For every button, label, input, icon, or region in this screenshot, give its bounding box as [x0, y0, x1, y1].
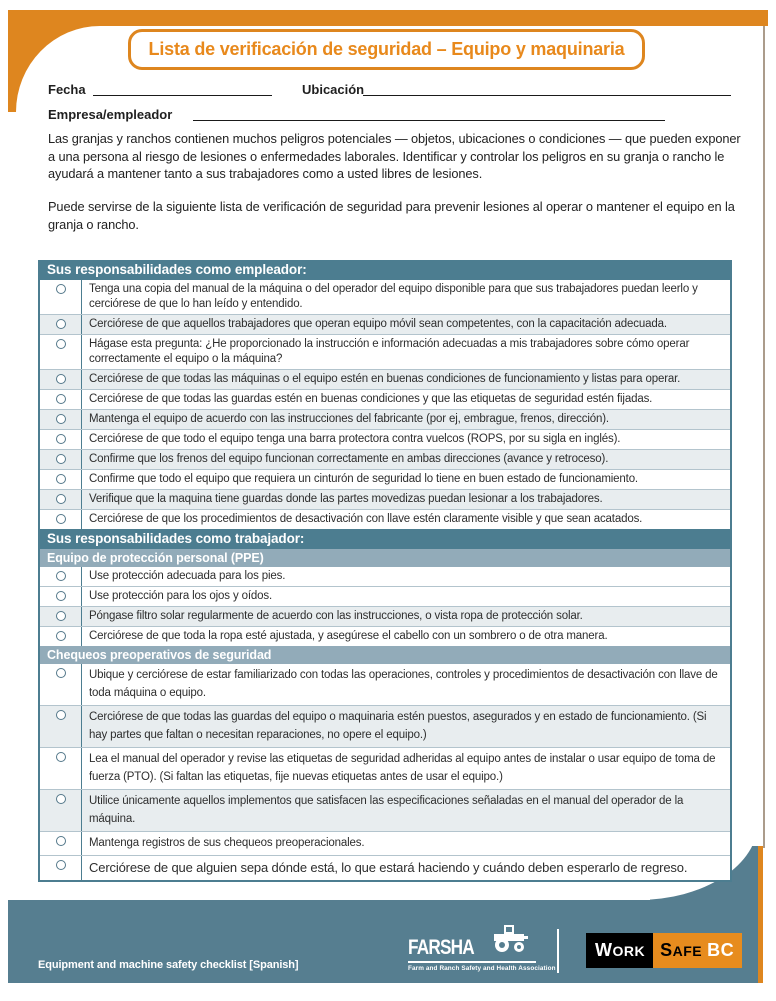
checkbox-cell	[40, 410, 82, 429]
checklist-item-text: Cerciórese de que todas las máquinas o el equipo estén en buenas condiciones de funcionamiento y listas para operar.	[89, 373, 681, 385]
checklist-item-text: Cerciórese de que todas las guardas estén en buenas condiciones y que las etiquetas de seguridad estén fijadas.	[89, 393, 653, 405]
checklist-item-text: Hágase esta pregunta: ¿He proporcionado la instrucción e información adecuadas a mis trabajadores sobre cómo operar correctamente el equipo o la máquina?	[89, 338, 690, 365]
checkbox-cell	[40, 490, 82, 509]
top-orange-band	[8, 10, 768, 26]
checkbox-cell	[40, 607, 82, 626]
checkbox-circle[interactable]	[56, 394, 66, 404]
footer-divider	[557, 929, 559, 973]
intro-paragraph-1: Las granjas y ranchos contienen muchos peligros potenciales — objetos, ubicaciones o condiciones — que pueden exponer a una persona al riesgo de lesiones o enfermedades laborales. Identificar y controlar los peligros en su granja o rancho le ayudará a mantener tanto a sus trabajadores como a usted libres de lesiones.	[48, 131, 741, 181]
title-box	[128, 29, 645, 70]
page-title: Lista de verificación de seguridad – Equipo y maquinaria	[148, 39, 625, 59]
farsha-rule	[408, 961, 536, 963]
checklist-item	[40, 567, 730, 586]
checklist-item-text: Póngase filtro solar regularmente de acuerdo con las instrucciones, o vista ropa de protección solar.	[89, 610, 583, 622]
checklist-item-text: Confirme que los frenos del equipo funcionan correctamente en ambas direcciones (avance y retroceso).	[89, 453, 609, 465]
checklist-item	[40, 469, 730, 489]
checkbox-circle[interactable]	[56, 494, 66, 504]
tractor-icon	[490, 924, 530, 959]
checklist-item	[40, 334, 730, 369]
farsha-tagline: Farm and Ranch Safety and Health Association	[408, 965, 556, 972]
checkbox-cell	[40, 390, 82, 409]
page-right-edge	[763, 26, 765, 848]
checklist-item	[40, 314, 730, 334]
fecha-label: Fecha	[48, 82, 86, 97]
checkbox-circle[interactable]	[56, 710, 66, 720]
checklist-item-text: Cerciórese de que toda la ropa esté ajustada, y asegúrese el cabello con un sombrero o de otra manera.	[89, 630, 608, 642]
ubicacion-input-line[interactable]	[363, 95, 731, 96]
checklist-item	[40, 626, 730, 646]
checkbox-cell	[40, 370, 82, 389]
work-rest: ORK	[612, 942, 646, 959]
checkbox-cell	[40, 470, 82, 489]
checkbox-cell	[40, 430, 82, 449]
checklist-item-text: Cerciórese de que los procedimientos de desactivación con llave estén claramente visible y que sean acatados.	[89, 513, 643, 525]
checkbox-circle[interactable]	[56, 514, 66, 524]
checkbox-cell	[40, 335, 82, 369]
worksafebc-safebc-block	[653, 933, 742, 968]
checkbox-circle[interactable]	[56, 319, 66, 329]
checkbox-circle[interactable]	[56, 611, 66, 621]
checklist-item	[40, 389, 730, 409]
checkbox-cell	[40, 567, 82, 586]
ubicacion-label: Ubicación	[302, 82, 365, 97]
checkbox-cell	[40, 510, 82, 529]
checklist-item	[40, 449, 730, 469]
checkbox-circle[interactable]	[56, 339, 66, 349]
bc-text: BC	[707, 940, 735, 960]
checklist-item-text: Mantenga el equipo de acuerdo con las instrucciones del fabricante (por ej, embrague, frenos, dirección).	[89, 413, 609, 425]
section-header: Sus responsabilidades como empleador:	[40, 260, 730, 280]
checkbox-cell	[40, 315, 82, 334]
checkbox-circle[interactable]	[56, 374, 66, 384]
fecha-input-line[interactable]	[93, 95, 272, 96]
safe-initial: S	[660, 940, 673, 960]
checklist-item	[40, 606, 730, 626]
checkbox-cell	[40, 627, 82, 646]
empresa-input-line[interactable]	[193, 120, 665, 121]
safe-rest: AFE	[672, 942, 703, 959]
empresa-label: Empresa/empleador	[48, 107, 173, 122]
intro-paragraph-2: Puede servirse de la siguiente lista de verificación de seguridad para prevenir lesiones al operar o mantener el equipo en la granja o rancho.	[48, 199, 735, 232]
checklist-item	[40, 789, 730, 831]
farsha-logo-text: FARSHA	[408, 936, 474, 959]
checklist-item	[40, 369, 730, 389]
checkbox-circle[interactable]	[56, 860, 66, 870]
checklist-item	[40, 831, 730, 855]
checkbox-circle[interactable]	[56, 454, 66, 464]
checkbox-circle[interactable]	[56, 836, 66, 846]
worksafebc-logo	[586, 933, 742, 968]
footer-caption: Equipment and machine safety checklist [Spanish]	[38, 959, 299, 971]
section-header: Sus responsabilidades como trabajador:	[40, 529, 730, 549]
checklist-item	[40, 586, 730, 606]
checklist-item	[40, 429, 730, 449]
checklist-item	[40, 855, 730, 880]
checklist-item-text: Verifique que la maquina tiene guardas donde las partes movedizas puedan lesionar a los trabajadores.	[89, 493, 603, 505]
checklist-item	[40, 489, 730, 509]
checklist-item-text: Ubique y cerciórese de estar familiarizado con todas las operaciones, controles y procedimientos de desactivación con llave de toda máquina o equipo.	[89, 669, 718, 699]
checkbox-cell	[40, 280, 82, 314]
checklist-item-text: Cerciórese de que alguien sepa dónde está, lo que estará haciendo y cuándo deben esperarlo de regreso.	[89, 860, 688, 875]
checklist-item-text: Cerciórese de que todas las guardas del equipo o maquinaria estén puestos, asegurados y en estado de funcionamiento. (Si hay partes que faltan o necesitan reparaciones, no opere el equipo.)	[89, 711, 707, 741]
checkbox-cell	[40, 450, 82, 469]
work-initial: W	[595, 940, 613, 960]
checkbox-cell	[40, 587, 82, 606]
checklist-item-text: Use protección adecuada para los pies.	[89, 570, 286, 582]
checklist-item-text: Use protección para los ojos y oídos.	[89, 590, 273, 602]
checkbox-circle[interactable]	[56, 591, 66, 601]
checklist-item	[40, 705, 730, 747]
worksafebc-work-block	[586, 933, 653, 968]
checkbox-cell	[40, 856, 82, 880]
checkbox-circle[interactable]	[56, 794, 66, 804]
checkbox-circle[interactable]	[56, 284, 66, 294]
checkbox-circle[interactable]	[56, 631, 66, 641]
checkbox-cell	[40, 790, 82, 831]
checkbox-circle[interactable]	[56, 414, 66, 424]
checklist-item-text: Confirme que todo el equipo que requiera un cinturón de seguridad lo tiene en buen estado de funcionamiento.	[89, 473, 638, 485]
checkbox-cell	[40, 748, 82, 789]
checklist-item	[40, 409, 730, 429]
checkbox-circle[interactable]	[56, 668, 66, 678]
checklist-item	[40, 664, 730, 705]
checkbox-circle[interactable]	[56, 571, 66, 581]
checklist-item-text: Tenga una copia del manual de la máquina o del operador del equipo disponible para que sus trabajadores puedan leerlo y cerciórese de que lo han leído y entendido.	[89, 283, 698, 310]
checklist-item	[40, 509, 730, 529]
checkbox-circle[interactable]	[56, 752, 66, 762]
checklist-item-text: Cerciórese de que todo el equipo tenga una barra protectora contra vuelcos (ROPS, por su sigla en inglés).	[89, 433, 621, 445]
checklist-table	[38, 260, 732, 882]
checkbox-cell	[40, 832, 82, 855]
checkbox-circle[interactable]	[56, 434, 66, 444]
checklist-item-text: Cerciórese de que aquellos trabajadores que operan equipo móvil sean competentes, con la capacitación adecuada.	[89, 318, 667, 330]
farsha-logo	[408, 924, 556, 972]
checkbox-cell	[40, 706, 82, 747]
section-header: Equipo de protección personal (PPE)	[40, 549, 730, 567]
checklist-item-text: Utilice únicamente aquellos implementos que satisfacen las especificaciones señaladas en el manual del operador de la máquina.	[89, 795, 684, 825]
checklist-item	[40, 280, 730, 314]
section-header: Chequeos preoperativos de seguridad	[40, 646, 730, 664]
checkbox-cell	[40, 664, 82, 705]
checkbox-circle[interactable]	[56, 474, 66, 484]
checklist-item-text: Mantenga registros de sus chequeos preoperacionales.	[89, 837, 365, 849]
checklist-item	[40, 747, 730, 789]
checklist-item-text: Lea el manual del operador y revise las etiquetas de seguridad adheridas al equipo antes de instalar o usar equipo de toma de fuerza (PTO). (Si faltan las etiquetas, fije nuevas etiquetas antes de usar el equipo.)	[89, 753, 716, 783]
